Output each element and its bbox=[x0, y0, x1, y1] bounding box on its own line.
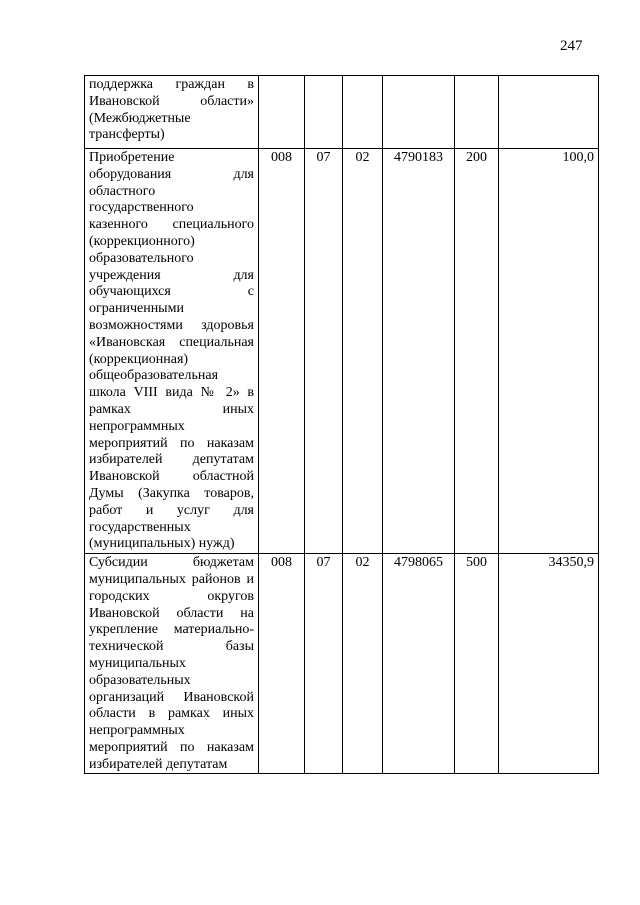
table-row bbox=[85, 76, 599, 149]
row-description: Приобретение оборудования для областного государственного казенного специального (коррекционного) образовательного учреждения для обучающихся с ограниченными возможностями здоровья «Ивановская специальная (коррекционная) общеобразовательная школа VIII вида № 2» в рамках иных непрограммных мероприятий по наказам избирателей депутатам Ивановской областной Думы (Закупка товаров, работ и услуг для государственных (муниципальных) нужд) bbox=[85, 149, 259, 554]
subsection-code bbox=[343, 76, 383, 149]
budget-table bbox=[84, 75, 599, 774]
ministry-code: 008 bbox=[259, 149, 305, 554]
page-number: 247 bbox=[560, 38, 583, 54]
target-article-code bbox=[383, 76, 455, 149]
amount-value bbox=[499, 76, 599, 149]
amount-value: 34350,9 bbox=[499, 554, 599, 774]
expense-type-code: 200 bbox=[455, 149, 499, 554]
section-code: 07 bbox=[305, 554, 343, 774]
table-row bbox=[85, 554, 599, 774]
subsection-code: 02 bbox=[343, 554, 383, 774]
row-description: Субсидии бюджетам муниципальных районов и городских округов Ивановской области на укрепление материально-технической базы муниципальных образовательных организаций Ивановской области в рамках иных непрограммных мероприятий по наказам избирателей депутатам bbox=[85, 554, 259, 774]
target-article-code: 4790183 bbox=[383, 149, 455, 554]
section-code bbox=[305, 76, 343, 149]
row-description: поддержка граждан в Ивановской области» (Межбюджетные трансферты) bbox=[85, 76, 259, 149]
subsection-code: 02 bbox=[343, 149, 383, 554]
amount-value: 100,0 bbox=[499, 149, 599, 554]
table-row bbox=[85, 149, 599, 554]
expense-type-code: 500 bbox=[455, 554, 499, 774]
ministry-code: 008 bbox=[259, 554, 305, 774]
ministry-code bbox=[259, 76, 305, 149]
expense-type-code bbox=[455, 76, 499, 149]
target-article-code: 4798065 bbox=[383, 554, 455, 774]
section-code: 07 bbox=[305, 149, 343, 554]
